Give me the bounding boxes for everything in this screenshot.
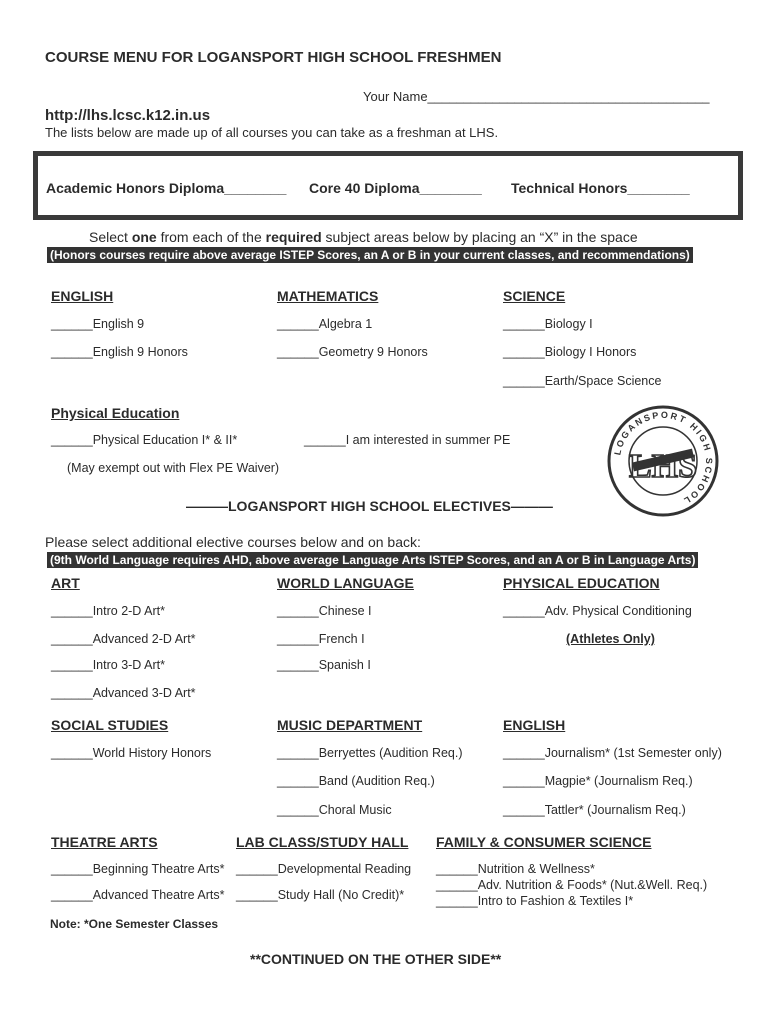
- continued-note: **CONTINUED ON THE OTHER SIDE**: [250, 951, 502, 967]
- electives-instructions: Please select additional elective courses below and on back:: [45, 534, 421, 550]
- athletes-only-note: (Athletes Only): [566, 632, 655, 646]
- course-advanced-theatre-arts[interactable]: ______Advanced Theatre Arts*: [51, 888, 225, 902]
- core40-diploma-option[interactable]: Core 40 Diploma________: [309, 180, 482, 196]
- school-url[interactable]: http://lhs.lcsc.k12.in.us: [45, 107, 211, 124]
- world-language-heading: WORLD LANGUAGE: [277, 575, 414, 591]
- course-study-hall[interactable]: ______Study Hall (No Credit)*: [236, 888, 405, 902]
- music-department-heading: MUSIC DEPARTMENT: [277, 717, 423, 733]
- course-adv-nutrition-foods[interactable]: ______Adv. Nutrition & Foods* (Nut.&Well. Req.): [436, 878, 708, 892]
- page-title: COURSE MENU FOR LOGANSPORT HIGH SCHOOL FRESHMEN: [45, 49, 502, 66]
- course-nutrition-wellness[interactable]: ______Nutrition & Wellness*: [436, 862, 595, 876]
- academic-honors-diploma-option[interactable]: Academic Honors Diploma________: [46, 180, 287, 196]
- course-french-1[interactable]: ______French I: [277, 632, 365, 646]
- seal-outer-text: LOGANSPORT HIGH SCHOOL: [612, 409, 715, 507]
- theatre-arts-heading: THEATRE ARTS: [51, 834, 158, 850]
- course-adv-physical-conditioning[interactable]: ______Adv. Physical Conditioning: [503, 604, 692, 618]
- course-intro-3d-art[interactable]: ______Intro 3-D Art*: [51, 658, 165, 672]
- honors-requirement-note: (Honors courses require above average ISTEP Scores, an A or B in your current classes, and recommendations): [47, 247, 693, 263]
- seal-monogram: LHS: [628, 448, 698, 485]
- course-advanced-2d-art[interactable]: ______Advanced 2-D Art*: [51, 632, 196, 646]
- english-electives-heading: ENGLISH: [503, 717, 566, 733]
- world-language-requirement-note: (9th World Language requires AHD, above average Language Arts ISTEP Scores, and an A or B in Language Arts): [47, 552, 698, 568]
- course-biology-1[interactable]: ______Biology I: [503, 317, 593, 331]
- course-english-9[interactable]: ______English 9: [51, 317, 145, 331]
- course-biology-1-honors[interactable]: ______Biology I Honors: [503, 345, 637, 359]
- course-algebra-1[interactable]: ______Algebra 1: [277, 317, 373, 331]
- family-consumer-science-heading: FAMILY & CONSUMER SCIENCE: [436, 834, 652, 850]
- course-tattler[interactable]: ______Tattler* (Journalism Req.): [503, 803, 686, 817]
- course-beginning-theatre-arts[interactable]: ______Beginning Theatre Arts*: [51, 862, 225, 876]
- course-magpie[interactable]: ______Magpie* (Journalism Req.): [503, 774, 693, 788]
- course-chinese-1[interactable]: ______Chinese I: [277, 604, 372, 618]
- course-world-history-honors[interactable]: ______World History Honors: [51, 746, 212, 760]
- physical-education-heading: Physical Education: [51, 405, 180, 421]
- course-english-9-honors[interactable]: ______English 9 Honors: [51, 345, 188, 359]
- lab-class-study-hall-heading: LAB CLASS/STUDY HALL: [236, 834, 409, 850]
- intro-text: The lists below are made up of all courses you can take as a freshman at LHS.: [45, 125, 499, 140]
- physical-education-electives-heading: PHYSICAL EDUCATION: [503, 575, 660, 591]
- english-heading: ENGLISH: [51, 288, 114, 304]
- mathematics-heading: MATHEMATICS: [277, 288, 379, 304]
- pe-waiver-note: (May exempt out with Flex PE Waiver): [67, 461, 280, 475]
- school-seal-logo: [607, 405, 719, 517]
- your-name-field[interactable]: Your Name_______________________________________: [363, 89, 710, 104]
- social-studies-heading: SOCIAL STUDIES: [51, 717, 169, 733]
- course-developmental-reading[interactable]: ______Developmental Reading: [236, 862, 412, 876]
- course-journalism[interactable]: ______Journalism* (1st Semester only): [503, 746, 722, 760]
- technical-honors-option[interactable]: Technical Honors________: [511, 180, 690, 196]
- course-berryettes[interactable]: ______Berryettes (Audition Req.): [277, 746, 463, 760]
- course-choral-music[interactable]: ______Choral Music: [277, 803, 392, 817]
- course-intro-fashion-textiles[interactable]: ______Intro to Fashion & Textiles I*: [436, 894, 634, 908]
- course-geometry-9-honors[interactable]: ______Geometry 9 Honors: [277, 345, 428, 359]
- course-advanced-3d-art[interactable]: ______Advanced 3-D Art*: [51, 686, 196, 700]
- select-instructions: Select one from each of the required subject areas below by placing an “X” in the space: [89, 229, 638, 245]
- semester-classes-note: Note: *One Semester Classes: [50, 917, 219, 931]
- summer-pe-interest[interactable]: ______I am interested in summer PE: [304, 433, 511, 447]
- course-physical-education[interactable]: ______Physical Education I* & II*: [51, 433, 238, 447]
- electives-heading: ———LOGANSPORT HIGH SCHOOL ELECTIVES———: [186, 498, 553, 514]
- course-earth-space-science[interactable]: ______Earth/Space Science: [503, 374, 662, 388]
- course-intro-2d-art[interactable]: ______Intro 2-D Art*: [51, 604, 165, 618]
- course-band[interactable]: ______Band (Audition Req.): [277, 774, 435, 788]
- course-spanish-1[interactable]: ______Spanish I: [277, 658, 371, 672]
- science-heading: SCIENCE: [503, 288, 566, 304]
- art-heading: ART: [51, 575, 80, 591]
